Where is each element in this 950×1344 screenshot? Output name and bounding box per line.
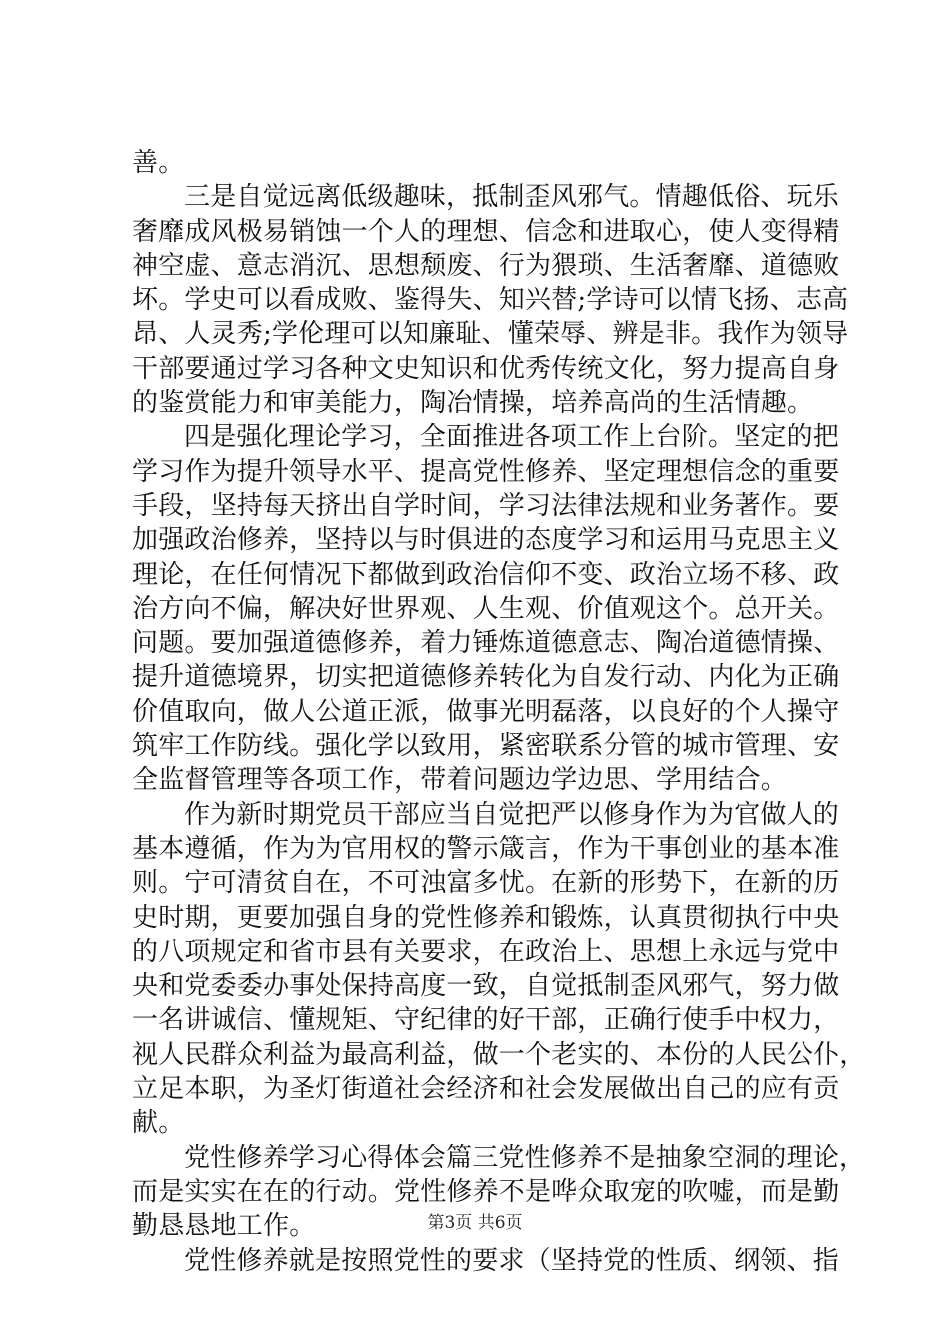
text-line: 立足本职，为圣灯街道社会经济和社会发展做出自己的应有贡 (132, 1074, 840, 1105)
text-line: 作为新时期党员干部应当自觉把严以修身作为为官做人的 (184, 799, 840, 830)
text-line: 四是强化理论学习，全面推进各项工作上台阶。坚定的把 (184, 422, 840, 453)
text-line: 治方向不偏，解决好世界观、人生观、价值观这个。总开关。 (132, 593, 840, 624)
text-line: 价值取向，做人公道正派，做事光明磊落，以良好的个人操守 (132, 696, 840, 727)
text-line: 昂、人灵秀;学伦理可以知廉耻、懂荣辱、辨是非。我作为领导 (132, 319, 849, 350)
text-line: 问题。要加强道德修养，着力锤炼道德意志、陶冶道德情操、 (132, 628, 840, 659)
text-line: 神空虚、意志消沉、思想颓废、行为猥琐、生活奢靡、道德败 (132, 250, 840, 281)
text-line: 勤恳恳地工作。 (132, 1211, 316, 1242)
text-line: 善。 (132, 148, 185, 178)
text-line: 奢靡成风极易销蚀一个人的理想、信念和进取心，使人变得精 (132, 216, 840, 247)
text-line: 党性修养学习心得体会篇三党性修养不是抽象空洞的理论， (184, 1142, 866, 1173)
page-number-footer: 第3页 共6页 (427, 1213, 523, 1233)
document-body (132, 146, 866, 1278)
text-line: 全监督管理等各项工作，带着问题边学边思、学用结合。 (132, 765, 788, 796)
text-line: 筑牢工作防线。强化学以致用，紧密联系分管的城市管理、安 (132, 731, 840, 762)
text-line: 基本遵循，作为为官用权的警示箴言，作为干事创业的基本准 (132, 833, 840, 864)
text-line: 理论，在任何情况下都做到政治信仰不变、政治立场不移、政 (132, 559, 840, 590)
text-line: 而是实实在在的行动。党性修养不是哗众取宠的吹嘘，而是勤 (132, 1176, 840, 1207)
text-line: 学习作为提升领导水平、提高党性修养、坚定理想信念的重要 (132, 456, 840, 487)
text-line: 献。 (132, 1108, 185, 1139)
text-line: 党性修养就是按照党性的要求（坚持党的性质、纲领、指 (184, 1245, 840, 1276)
text-line: 则。宁可清贫自在，不可浊富多忧。在新的形势下，在新的历 (132, 868, 840, 899)
text-line: 央和党委委办事处保持高度一致，自觉抵制歪风邪气，努力做 (132, 971, 840, 1002)
text-line: 的鉴赏能力和审美能力，陶冶情操，培养高尚的生活情趣。 (132, 388, 814, 419)
text-line: 的八项规定和省市县有关要求，在政治上、思想上永远与党中 (132, 936, 840, 967)
text-line: 史时期，更要加强自身的党性修养和锻炼，认真贯彻执行中央 (132, 902, 840, 933)
text-line: 一名讲诚信、懂规矩、守纪律的好干部，正确行使手中权力， (132, 1005, 840, 1036)
text-line: 提升道德境界，切实把道德修养转化为自发行动、内化为正确 (132, 662, 840, 693)
text-line: 加强政治修养，坚持以与时俱进的态度学习和运用马克思主义 (132, 525, 840, 556)
text-line: 干部要通过学习各种文史知识和优秀传统文化，努力提高自身 (132, 353, 840, 384)
text-line: 三是自觉远离低级趣味，抵制歪风邪气。情趣低俗、玩乐 (184, 182, 840, 213)
text-line: 坏。学史可以看成败、鉴得失、知兴替;学诗可以情飞扬、志高 (132, 285, 849, 316)
text-line: 视人民群众利益为最高利益，做一个老实的、本份的人民公仆， (132, 1039, 866, 1070)
text-line: 手段，坚持每天挤出自学时间，学习法律法规和业务著作。要 (132, 490, 840, 521)
